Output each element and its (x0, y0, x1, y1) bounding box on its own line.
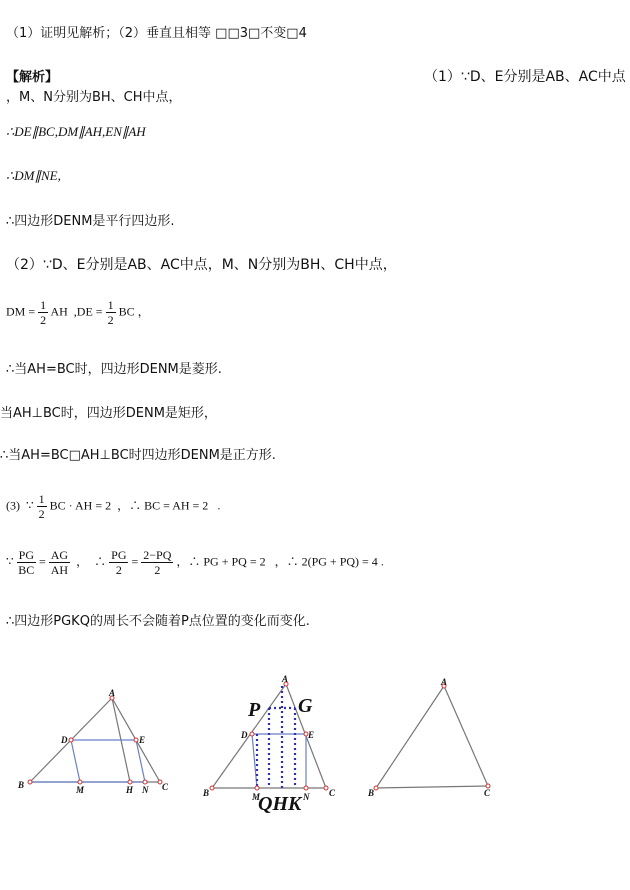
fig2-label-p: P (248, 699, 261, 721)
part1-line4: ∴DM∥NE, (6, 168, 61, 183)
figure-1 (10, 688, 190, 800)
fig3-point-b (374, 786, 378, 790)
fig3-side-ab (376, 686, 444, 788)
de-lhs: ,DE = (73, 304, 103, 319)
part2-formula (6, 298, 150, 327)
fig3-label-a: A (441, 678, 448, 687)
part2-line3: ∴当AH=BC时，四边形DENM是菱形. (6, 362, 222, 377)
fig3-side-bc (376, 786, 488, 788)
fig2-label-b: B (203, 788, 210, 798)
fig1-segment-en (136, 740, 145, 782)
fig3-label-c: C (484, 788, 491, 798)
fraction-pg-bc: $\frac{PG}{BC}$ (18, 548, 35, 577)
de-rhs: BC (118, 304, 135, 319)
fig2-point-b (210, 786, 214, 790)
fig1-label-n: N (142, 785, 149, 795)
fig1-point-e (134, 738, 138, 742)
fig2-label-a: A (282, 674, 289, 684)
part1-line1: （1）∵D、E分别是AB、AC中点 (424, 69, 626, 85)
fig2-label-d: D (241, 730, 248, 740)
perimeter-expression: ，∴ 2(PG + PQ) = 4 (274, 554, 378, 569)
fig1-label-h: H (126, 785, 134, 795)
fraction-half-3: $\frac{1}{2}$ (38, 492, 45, 521)
fig1-label-b: B (18, 780, 25, 790)
sum-expression: ，∴ PG + PQ = 2 (176, 554, 266, 569)
fig1-point-b (28, 780, 32, 784)
part1-line3: ∴DE∥BC,DM∥AH,EN∥AH (6, 124, 146, 139)
dm-lhs: DM = (6, 304, 36, 319)
fig1-point-d (69, 738, 73, 742)
fraction-half-2: $\frac{1}{2}$ (107, 298, 114, 327)
fig2-point-c (324, 786, 328, 790)
fig3-side-ac (444, 686, 488, 786)
fig2-label-qhk: QHK (258, 793, 302, 815)
fig1-point-m (78, 780, 82, 784)
area-expression: BC · AH = 2 (49, 498, 112, 513)
fig2-point-d (250, 732, 254, 736)
fig1-label-a: A (109, 688, 116, 698)
fig2-point-n (304, 786, 308, 790)
therefore-symbol: ∴ (94, 554, 107, 569)
part3-line2: ∵ $\frac{PG}{BC}$ = $\frac{AG}{AH}$ ， ∴ $\frac{PG}{2}$ = $\frac{2-PQ}{2}$ ，∴ PG + PQ = 2 ，∴ 2(PG + PQ) = 4 . (6, 548, 384, 577)
fig1-point-h (128, 780, 132, 784)
part3-label: (3) (6, 498, 20, 513)
bc-ah-expression: ，∴ BC = AH = 2 (117, 498, 209, 513)
fig2-label-c: C (329, 788, 336, 798)
fig2-label-m: M (252, 792, 261, 802)
part3-conclusion: ∴四边形PGKQ的周长不会随着P点位置的变化而变化. (6, 614, 310, 629)
part2-line4: 当AH⊥BC时，四边形DENM是矩形， (0, 406, 217, 421)
fraction-2-pq: $\frac{2-PQ}{2}$ (143, 548, 172, 577)
fraction-half-1: $\frac{1}{2}$ (40, 298, 47, 327)
part1-line5: ∴四边形DENM是平行四边形. (6, 214, 175, 229)
fig1-segment-dm (71, 740, 80, 782)
fig2-label-e: E (308, 730, 315, 740)
analysis-label: 【解析】 (6, 70, 59, 85)
fig2-label-n: N (303, 792, 310, 802)
fig2-label-g: G (298, 695, 313, 717)
part2-line1: （2）∵D、E分别是AB、AC中点，M、N分别为BH、CH中点， (6, 257, 397, 273)
fig1-label-m: M (76, 785, 85, 795)
fig1-point-n (143, 780, 147, 784)
because-symbol: ∵ (26, 498, 34, 513)
answer-line: （1）证明见解析；（2）垂直且相等 □□3□不变□4 (6, 26, 307, 41)
part1-line2: ，M、N分别为BH、CH中点， (6, 90, 182, 105)
part2-line5: ∴当AH=BC□AH⊥BC时四边形DENM是正方形. (0, 448, 276, 463)
fig3-label-b: B (368, 788, 375, 798)
part3-line1: (3) ∵ $\frac{1}{2}$ BC · AH = 2 ，∴ BC = AH = 2 . (6, 492, 221, 521)
fig1-label-d: D (61, 735, 68, 745)
figure-3 (366, 678, 500, 798)
fig1-label-c: C (162, 782, 169, 792)
fraction-ag-ah: $\frac{AG}{AH}$ (50, 548, 69, 577)
fig2-point-m (255, 786, 259, 790)
comma: ， (137, 304, 150, 319)
fig1-label-e: E (139, 735, 146, 745)
figure-2 (200, 672, 350, 822)
fraction-pg-2: $\frac{PG}{2}$ (111, 548, 127, 577)
because-symbol-2: ∵ (6, 554, 14, 569)
dm-rhs: AH (50, 304, 68, 319)
